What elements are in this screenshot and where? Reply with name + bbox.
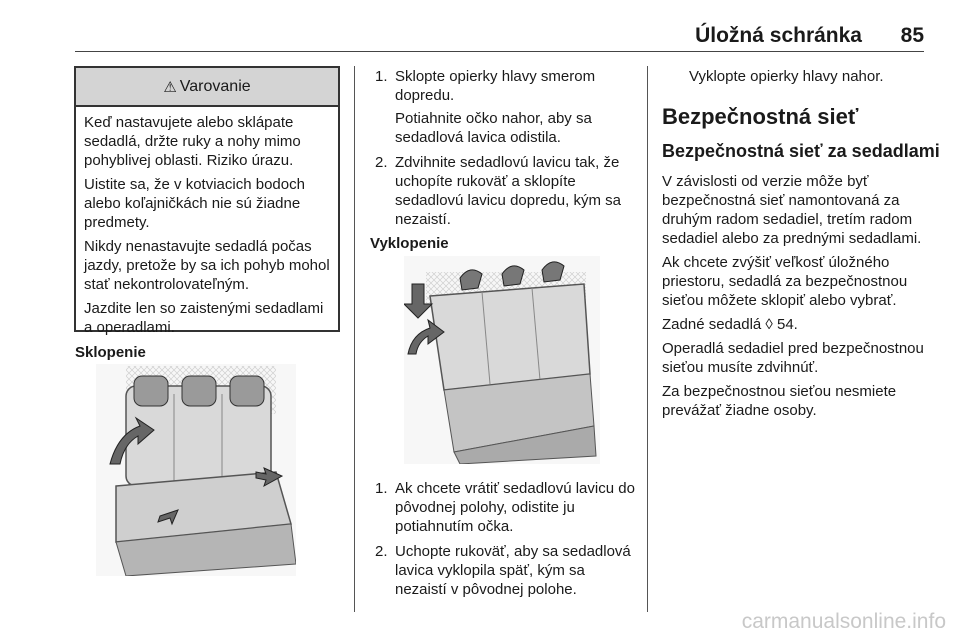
header-title: Úložná schránka bbox=[695, 24, 862, 47]
folding-heading: Sklopenie bbox=[75, 344, 146, 361]
warning-header bbox=[76, 68, 338, 107]
step-number: 2. bbox=[375, 543, 388, 560]
paragraph: Operadlá sedadiel pred bezpečnostnou sieťou musíte zdvihnúť. bbox=[662, 340, 924, 376]
step-text: Ak chcete vrátiť sedadlovú lavicu do pôvodnej polohy, odistite ju potiahnutím očka. bbox=[395, 480, 635, 535]
folding-steps bbox=[370, 67, 638, 235]
column-divider-1 bbox=[354, 66, 355, 612]
warning-paragraph: Uistite sa, že v kotviacich bodoch alebo koľajničkách nie sú žiadne predmety. bbox=[84, 176, 305, 231]
seat-folding-illustration bbox=[96, 364, 296, 576]
intro-text: Vyklopte opierky hlavy nahor. bbox=[689, 68, 884, 85]
warning-body bbox=[76, 107, 338, 337]
warning-title: Varovanie bbox=[179, 77, 251, 95]
section-title: Bezpečnostná sieť bbox=[662, 104, 859, 129]
watermark: carmanualsonline.info bbox=[741, 610, 946, 633]
warning-paragraph: Nikdy nenastavujte sedadlá počas jazdy, pretože by sa ich pohyb mohol stať nekontrolovateľným. bbox=[84, 238, 330, 293]
warning-triangle-icon: ⚠ bbox=[163, 78, 177, 96]
unfolding-steps bbox=[370, 479, 638, 605]
step-number: 2. bbox=[375, 154, 388, 171]
page-number: 85 bbox=[900, 24, 924, 47]
list-item bbox=[370, 153, 638, 229]
paragraph: Za bezpečnostnou sieťou nesmiete prevážať žiadne osoby. bbox=[662, 383, 897, 419]
list-item bbox=[370, 542, 638, 599]
seat-unfolding-illustration bbox=[404, 256, 600, 464]
paragraph: Ak chcete zvýšiť veľkosť úložného priestoru, sedadlá za bezpečnostnou sieťou môžete sklopiť alebo vybrať. bbox=[662, 254, 908, 309]
header-rule bbox=[75, 51, 924, 52]
step-text: Sklopte opierky hlavy smerom dopredu. bbox=[395, 68, 596, 104]
warning-paragraph: Keď nastavujete alebo sklápate sedadlá, držte ruky a nohy mimo pohyblivej oblasti. Riziko úrazu. bbox=[84, 114, 301, 169]
list-item bbox=[370, 67, 638, 147]
safety-net-text bbox=[662, 172, 932, 425]
step-number: 1. bbox=[375, 68, 388, 85]
column-divider-2 bbox=[647, 66, 648, 612]
subsection-title: Bezpečnostná sieť za sedadlami bbox=[662, 141, 940, 161]
step-number: 1. bbox=[375, 480, 388, 497]
step-text: Zdvihnite sedadlovú lavicu tak, že uchopíte rukoväť a sklopíte sedadlovú lavicu dopredu, kým sa nezaistí. bbox=[395, 154, 621, 228]
warning-paragraph: Jazdite len so zaistenými sedadlami a operadlami. bbox=[84, 300, 324, 336]
warning-box bbox=[74, 66, 340, 336]
unfolding-heading: Vyklopenie bbox=[370, 235, 449, 252]
paragraph: Zadné sedadlá ◊ 54. bbox=[662, 316, 798, 333]
step-subtext: Potiahnite očko nahor, aby sa sedadlová lavica odistila. bbox=[395, 110, 592, 146]
paragraph: V závislosti od verzie môže byť bezpečnostná sieť namontovaná za druhým radom sedadiel, tretím radom sedadiel alebo za prednými sedadlami. bbox=[662, 173, 922, 247]
step-text: Uchopte rukoväť, aby sa sedadlová lavica vyklopila späť, kým sa nezaistí v pôvodnej polohe. bbox=[395, 543, 631, 598]
list-item bbox=[370, 479, 638, 536]
